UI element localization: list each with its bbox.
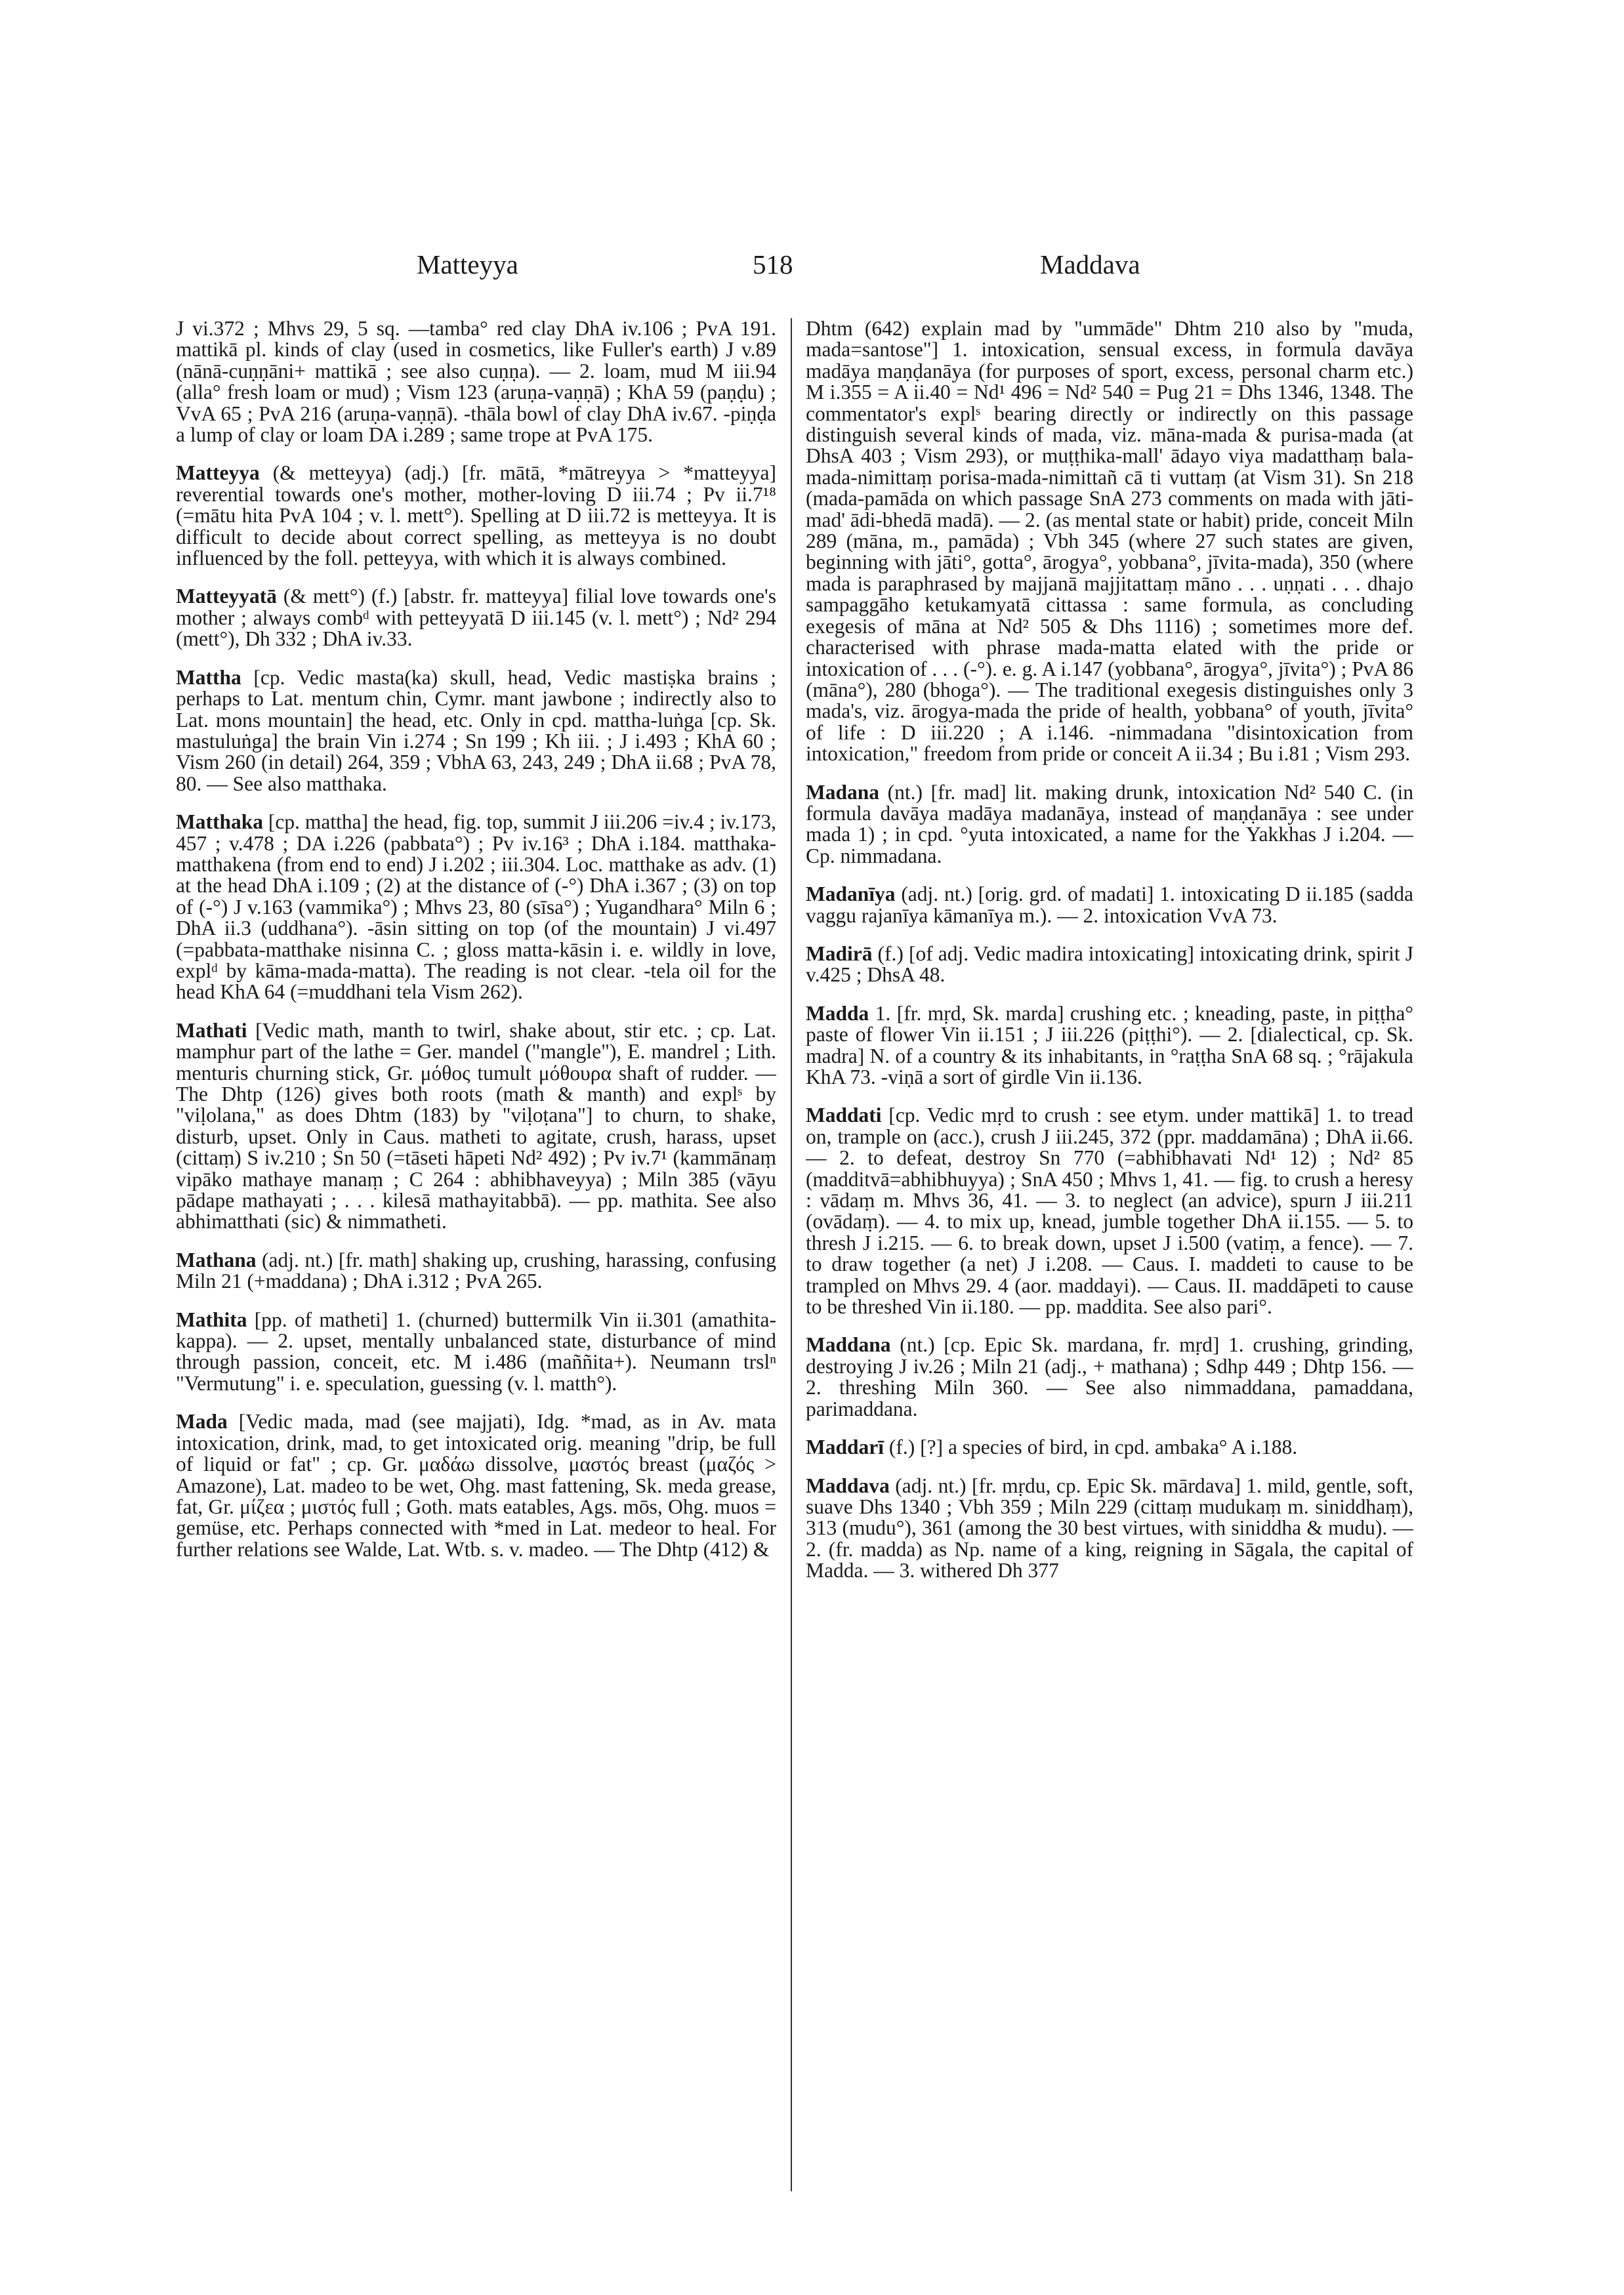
entry-headword: Maddati [806, 1104, 882, 1127]
column-divider [791, 318, 792, 2191]
entry-text: [cp. Vedic mṛd to crush : see etym. under mattikā] 1. to tread on, trample on (acc.), crush J iii.245, 372 (ppr. maddamāna) ; DhA ii.66. — 2. to defeat, destroy Sn 770 (=abhibhavati Nd¹ 12) ; Nd² 85 (madditvā=abhibhuyya) ; SnA 450 ; Mhvs 1, 41. — fig. to crush a heresy : vādaṃ m. Mhvs 36, 41. — 3. to neglect (an advice), spurn J iii.211 (ovādaṃ). — 4. to mix up, knead, jumble together DhA ii.155. — 5. to thresh J i.215. — 6. to break down, upset J i.500 (vatiṃ, a fence). — 7. to draw together (a net) J i.208. — Caus. I. maddeti to cause to be trampled on Mhvs 29. 4 (aor. maddayi). — Caus. II. maddāpeti to cause to be threshed Vin ii.180. — pp. maddita. See also pari°. [806, 1104, 1413, 1319]
entry-text: (f.) [?] a species of bird, in cpd. ambaka° A i.188. [884, 1436, 1298, 1459]
running-head-left: Matteyya [417, 249, 518, 279]
entry-text: Dhtm (642) explain mad by "ummāde" Dhtm 210 also by "muda, mada=santose"] 1. intoxication, sensual excess, in formula davāya madāya maṇḍanāya (for purposes of sport, excess, personal charm etc.) M i.355 = A ii.40 = Nd¹ 496 = Nd² 540 = Pug 21 = Dhs 1346, 1348. The commentator's explˢ bearing directly or indirectly on this passage distinguish several kinds of mada, viz. māna-mada & purisa-mada (at DhsA 403 ; Vism 293), or muṭṭhika-mall' ādayo viya madatthaṃ bala-mada-nimittaṃ porisa-mada-nimittañ cā ti vuttaṃ (at Vism 31). Sn 218 (mada-pamāda on which passage SnA 273 comments on mada with jāti-mad' ādi-bhedā madā). — 2. (as mental state or habit) pride, conceit Miln 289 (māna, m., pamāda) ; Vbh 345 (where 27 such states are given, beginning with jāti°, gotta°, ārogya°, yobbana°, jīvita-mada), 350 (where mada is paraphrased by majjanā majjitattaṃ māno . . . uṇṇati . . . dhajo sampaggāho ketukamyatā cittassa : same formula, as concluding exegesis of māna at Nd² 505 & Dhs 1116) ; sometimes more def. characterised with phrase mada-matta elated with the pride or intoxication of . . . (-°). e. g. A i.147 (yobbana°, ārogya°, jīvita°) ; PvA 86 (māna°), 280 (bhoga°). — The traditional exegesis distinguishes only 3 mada's, viz. ārogya-mada the pride of health, yobbana° of youth, jīvita° of life : D iii.220 ; A i.146. -nimmadana "disintoxication from intoxication," freedom from pride or conceit A ii.34 ; Bu i.81 ; Vism 293. [806, 318, 1413, 766]
entry-text: (adj. nt.) [fr. math] shaking up, crushing, harassing, confusing Miln 21 (+maddana) ; DhA i.312 ; PvA 265. [176, 1248, 776, 1293]
dictionary-entry [806, 884, 1413, 926]
dictionary-entry [176, 1310, 776, 1395]
entry-text: [Vedic mada, mad (see majjati), Idg. *mad, as in Av. mata intoxication, drink, mad, to get intoxicated orig. meaning "drip, be full of liquid or fat" ; cp. Gr. μαδάω dissolve, μαστός breast (μαζός > Amazone), Lat. madeo to be wet, Ohg. mast fattening, Sk. meda grease, fat, Gr. μίζεα ; μιστός full ; Goth. mats eatables, Ags. mōs, Ohg. muos = gemüse, etc. Perhaps connected with *med in Lat. medeor to heal. For further relations see Walde, Lat. Wtb. s. v. madeo. — The Dhtp (412) & [176, 1410, 776, 1561]
entry-headword: Mattha [176, 665, 241, 689]
dictionary-entry [176, 1020, 776, 1233]
entry-text: [Vedic math, manth to twirl, shake about, stir etc. ; cp. Lat. mamphur part of the lathe = Ger. mandel ("mangle"), E. mandrel ; Lith. menturis churning stick, Gr. μόθος tumult μόθουρα shaft of rudder. — The Dhtp (126) gives both roots (math & manth) and explˢ by "viḷolana," as does Dhtm (183) by "viḷoṭana"] to churn, to shake, disturb, upset. Only in Caus. matheti to agitate, crush, harass, upset (cittaṃ) S iv.210 ; Sn 50 (=tāseti hāpeti Nd² 492) ; Pv iv.7¹ (kammānaṃ vipāko mathaye manaṃ ; C 264 : abhibhaveyya) ; Miln 385 (vāyu pādape mathayati ; . . . kilesā mathayitabbā). — pp. mathita. See also abhimatthati (sic) & nimmatheti. [176, 1018, 776, 1233]
entry-text: [cp. mattha] the head, fig. top, summit J iii.206 =iv.4 ; iv.173, 457 ; v.478 ; DA i.226 (pabbata°) ; Pv iv.16³ ; DhA i.184. matthaka-matthakena (from end to end) J i.202 ; iii.304. Loc. matthake as adv. (1) at the head DhA i.109 ; (2) at the distance of (-°) DhA i.367 ; (3) on top of (-°) J v.163 (vammika°) ; Mhvs 23, 80 (sīsa°) ; Yugandhara° Miln 6 ; DhA ii.3 (uddhana°). -āsin sitting on top (of the mountain) J vi.497 (=pabbata-matthake nisinna C. ; gloss matta-kāsin i. e. wildly in love, explᵈ by kāma-mada-matta). The reading is not clear. -tela oil for the head KhA 64 (=muddhani tela Vism 262). [176, 810, 776, 1004]
entry-headword: Matteyyatā [176, 585, 277, 608]
entry-text: (& mett°) (f.) [abstr. fr. matteyya] filial love towards one's mother ; always combᵈ with petteyyatā D iii.145 (v. l. mett°) ; Nd² 294 (mett°), Dh 332 ; DhA iv.33. [176, 585, 776, 651]
entry-headword: Maddava [806, 1474, 890, 1497]
entry-text: [pp. of matheti] 1. (churned) buttermilk Vin ii.301 (amathita-kappa). — 2. upset, mentally unbalanced state, disturbance of mind through passion, conceit, etc. M i.486 (maññita+). Neumann trslⁿ "Vermutung" i. e. speculation, guessing (v. l. matth°). [176, 1308, 776, 1395]
entry-text: (& metteyya) (adj.) [fr. mātā, *mātreyya > *matteyya] reverential towards one's mother, mother-loving D iii.74 ; Pv ii.7¹⁸ (=mātu hita PvA 104 ; v. l. mett°). Spelling at D iii.72 is metteyya. It is difficult to decide about correct spelling, as metteyya is no doubt influenced by the foll. petteyya, with which it is always combined. [176, 461, 776, 570]
dictionary-entry [176, 318, 776, 445]
entry-headword: Maddana [806, 1333, 891, 1357]
entry-headword: Mada [176, 1410, 228, 1434]
dictionary-entry [806, 318, 1413, 765]
running-head-right: Maddava [1040, 249, 1140, 279]
entry-headword: Madirā [806, 941, 873, 965]
dictionary-entry [806, 943, 1413, 986]
dictionary-entry [806, 1003, 1413, 1088]
entry-headword: Mathana [176, 1248, 257, 1272]
dictionary-entry [806, 1437, 1413, 1458]
entry-text: [cp. Vedic masta(ka) skull, head, Vedic mastiṣka brains ; perhaps to Lat. mentum chin, Cymr. mant jawbone ; indirectly also to Lat. mons mountain] the head, etc. Only in cpd. mattha-luṅga [cp. Sk. mastuluṅga] the brain Vin i.274 ; Sn 199 ; Kh iii. ; J i.493 ; KhA 60 ; Vism 260 (in detail) 264, 359 ; VbhA 63, 243, 249 ; DhA ii.68 ; PvA 78, 80. — See also matthaka. [176, 665, 776, 795]
dictionary-entry [806, 1105, 1413, 1317]
dictionary-entry [176, 812, 776, 1003]
entry-headword: Mathati [176, 1018, 247, 1042]
right-column [806, 318, 1413, 2216]
entry-text: (nt.) [fr. mad] lit. making drunk, intoxication Nd² 540 C. (in formula davāya madāya madanāya, instead of maṇḍanāya : see under mada 1) ; in cpd. °yuta intoxicated, a name for the Yakkhas J i.204. — Cp. nimmadana. [806, 780, 1413, 867]
dictionary-entry [806, 1476, 1413, 1582]
entry-text: (f.) [of adj. Vedic madira intoxicating] intoxicating drink, spirit J v.425 ; DhsA 48. [806, 941, 1413, 987]
page-number: 518 [753, 249, 793, 279]
entry-headword: Madanīya [806, 882, 896, 906]
entry-text: (adj. nt.) [fr. mṛdu, cp. Epic Sk. mārdava] 1. mild, gentle, soft, suave Dhs 1340 ; Vbh 359 ; Miln 229 (cittaṃ mudukaṃ m. siniddhaṃ), 313 (mudu°), 361 (among the 30 best virtues, with siniddha & mudu). — 2. (fr. madda) as Np. name of a king, reigning in Sāgala, the capital of Madda. — 3. withered Dh 377 [806, 1474, 1413, 1582]
dictionary-entry [176, 586, 776, 650]
entry-headword: Matteyya [176, 461, 260, 485]
entry-headword: Mathita [176, 1308, 247, 1331]
dictionary-entry [806, 782, 1413, 867]
entry-headword: Madana [806, 780, 880, 804]
dictionary-entry [176, 1250, 776, 1292]
entry-headword: Matthaka [176, 810, 263, 834]
entry-headword: Madda [806, 1001, 869, 1025]
dictionary-entry [176, 1411, 776, 1560]
dictionary-entry [176, 463, 776, 569]
entry-text: J vi.372 ; Mhvs 29, 5 sq. —tamba° red clay DhA iv.106 ; PvA 191. mattikā pl. kinds of clay (used in cosmetics, like Fuller's earth) J v.89 (nānā-cuṇṇāni+ mattikā ; see also cuṇṇa). — 2. loam, mud M iii.94 (alla° fresh loam or mud) ; Vism 123 (aruṇa-vaṇṇā) ; KhA 59 (paṇḍu) ; VvA 65 ; PvA 216 (aruṇa-vaṇṇā). -thāla bowl of clay DhA iv.67. -piṇḍa a lump of clay or loam DA i.289 ; same trope at PvA 175. [176, 318, 776, 447]
dictionary-entry [806, 1334, 1413, 1420]
dictionary-entry [176, 667, 776, 795]
entry-text: (nt.) [cp. Epic Sk. mardana, fr. mṛd] 1. crushing, grinding, destroying J iv.26 ; Miln 21 (adj., + mathana) ; Sdhp 449 ; Dhtp 156. — 2. threshing Miln 360. — See also nimmaddana, pamaddana, parimaddana. [806, 1333, 1413, 1420]
left-column [176, 318, 776, 2216]
entry-text: (adj. nt.) [orig. grd. of madati] 1. intoxicating D ii.185 (sadda vaggu rajanīya kāmanīya m.). — 2. intoxication VvA 73. [806, 882, 1413, 927]
entry-text: 1. [fr. mṛd, Sk. marda] crushing etc. ; kneading, paste, in piṭṭha° paste of flower Vin ii.151 ; J iii.226 (piṭṭhi°). — 2. [dialectical, cp. Sk. madra] N. of a country & its inhabitants, in °raṭṭha SnA 68 sq. ; °rājakula KhA 73. -viṇā a sort of girdle Vin ii.136. [806, 1001, 1413, 1088]
entry-headword: Maddarī [806, 1436, 885, 1459]
